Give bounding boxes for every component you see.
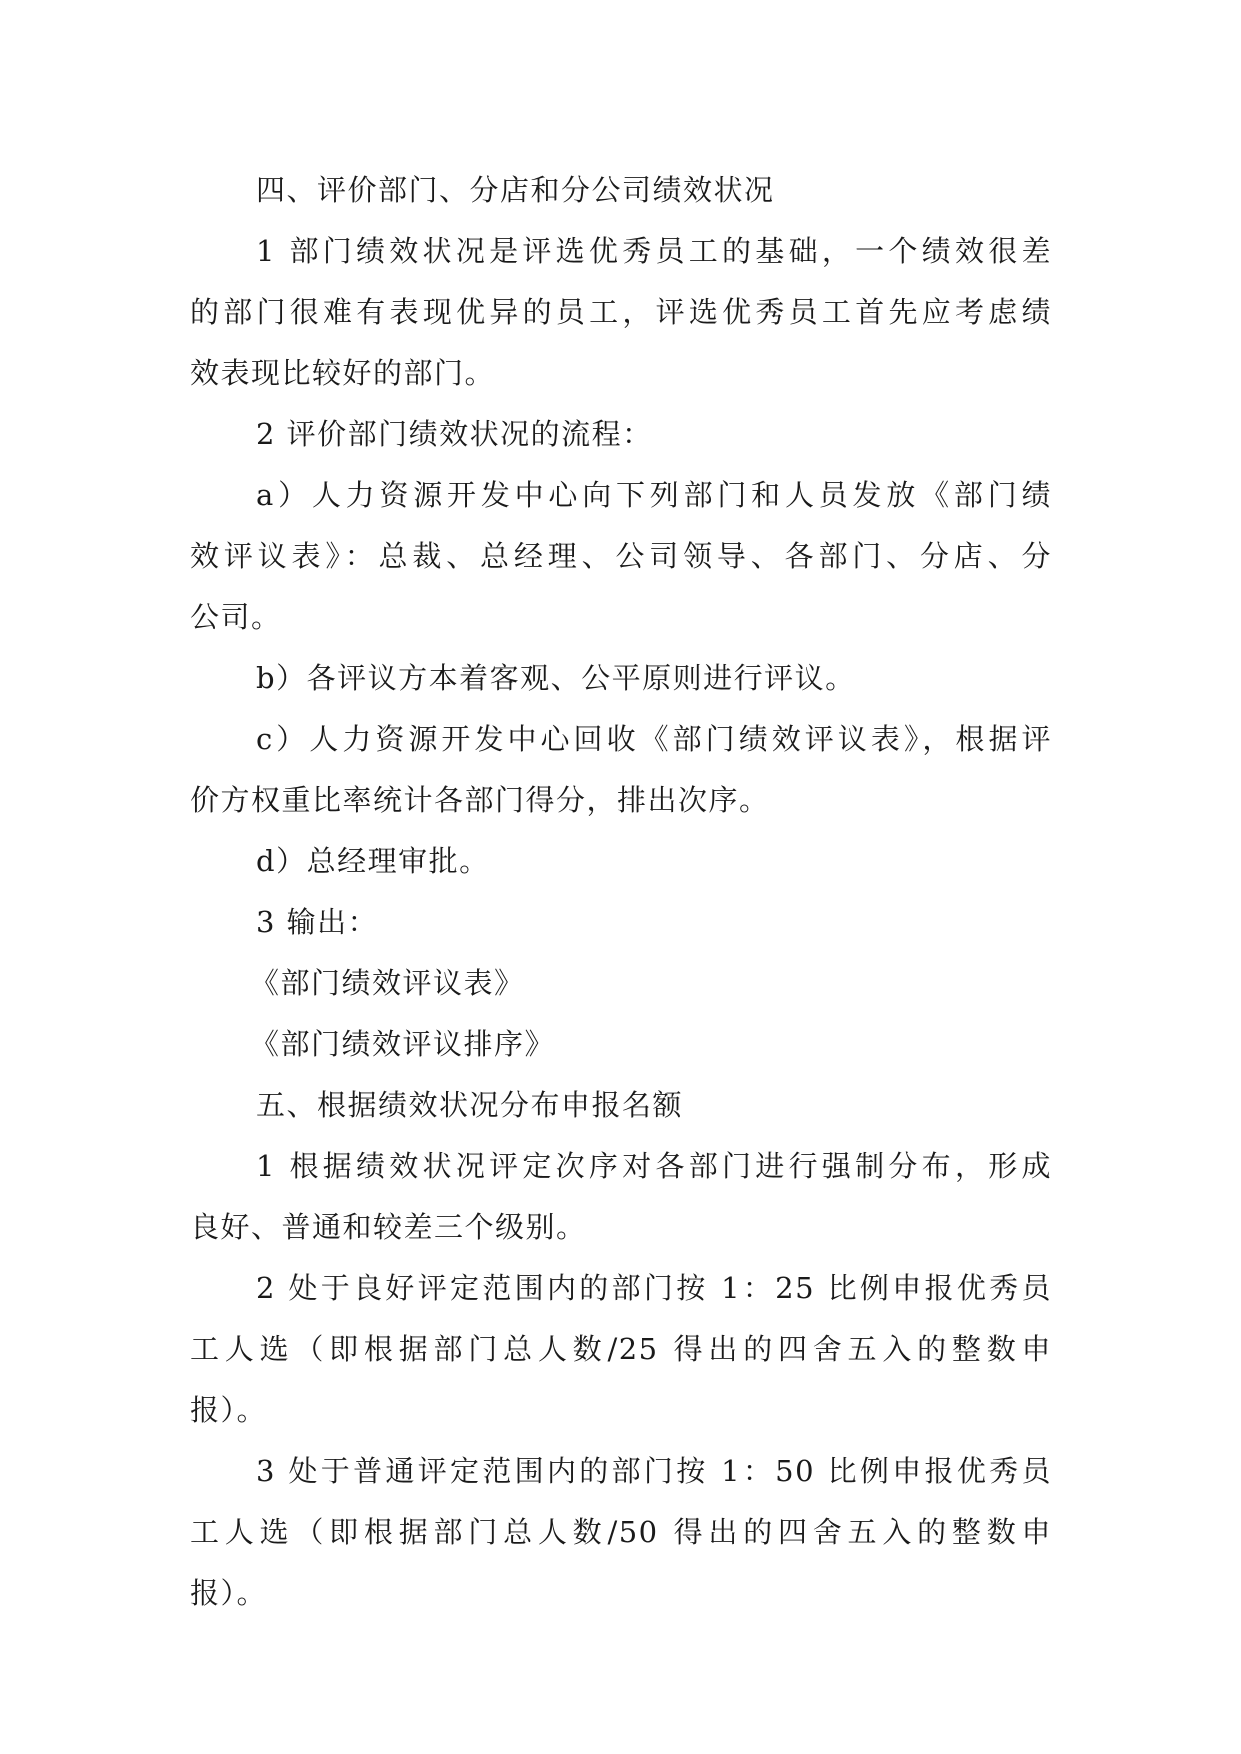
paragraph-line: 公司。 bbox=[190, 600, 282, 634]
paragraph-line: 2 处于良好评定范围内的部门按 1：25 比例申报优秀员 bbox=[256, 1271, 1052, 1305]
paragraph-line: 的部门很难有表现优异的员工，评选优秀员工首先应考虑绩 bbox=[190, 295, 1052, 329]
output-item: 《部门绩效评议排序》 bbox=[250, 1027, 556, 1061]
paragraph-line: c）人力资源开发中心回收《部门绩效评议表》，根据评 bbox=[256, 722, 1052, 756]
paragraph-line: 工人选（即根据部门总人数/25 得出的四舍五入的整数申 bbox=[190, 1332, 1052, 1366]
paragraph-line: 报）。 bbox=[190, 1576, 268, 1610]
paragraph-line: 工人选（即根据部门总人数/50 得出的四舍五入的整数申 bbox=[190, 1515, 1052, 1549]
paragraph-line: a）人力资源开发中心向下列部门和人员发放《部门绩 bbox=[256, 478, 1052, 512]
section-heading-5: 五、根据绩效状况分布申报名额 bbox=[256, 1088, 684, 1122]
output-item: 《部门绩效评议表》 bbox=[250, 966, 525, 1000]
paragraph-line: d）总经理审批。 bbox=[256, 844, 490, 878]
paragraph-line: 良好、普通和较差三个级别。 bbox=[190, 1210, 587, 1244]
paragraph-line: 1 部门绩效状况是评选优秀员工的基础，一个绩效很差 bbox=[256, 234, 1052, 268]
paragraph-line: 价方权重比率统计各部门得分，排出次序。 bbox=[190, 783, 770, 817]
paragraph-line: 效表现比较好的部门。 bbox=[190, 356, 496, 390]
paragraph-line: 1 根据绩效状况评定次序对各部门进行强制分布，形成 bbox=[256, 1149, 1052, 1183]
document-body bbox=[190, 160, 1052, 1624]
section-heading-4: 四、评价部门、分店和分公司绩效状况 bbox=[256, 173, 775, 207]
paragraph-line: 3 输出： bbox=[256, 905, 379, 939]
paragraph-line: 效评议表》：总裁、总经理、公司领导、各部门、分店、分 bbox=[190, 539, 1052, 573]
paragraph-line: 2 评价部门绩效状况的流程： bbox=[256, 417, 653, 451]
paragraph-line: 报）。 bbox=[190, 1393, 268, 1427]
paragraph-line: b）各评议方本着客观、公平原则进行评议。 bbox=[256, 661, 856, 695]
paragraph-line: 3 处于普通评定范围内的部门按 1：50 比例申报优秀员 bbox=[256, 1454, 1052, 1488]
